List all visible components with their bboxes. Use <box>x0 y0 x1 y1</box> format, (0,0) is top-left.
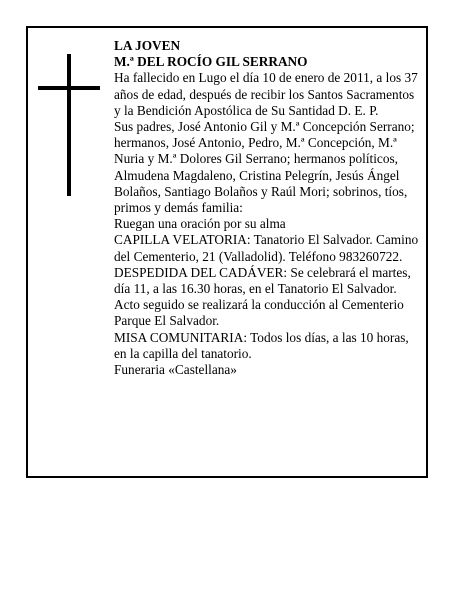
death-announcement: Ha fallecido en Lugo el día 10 de enero de 2011, a los 37 años de edad, después de recibir los Santos Sacramentos y la Bendición Apostólica de Su Santidad D. E. P. <box>114 70 418 118</box>
cross-vertical-bar <box>67 54 71 196</box>
deceased-name: M.ª DEL ROCÍO GIL SERRANO <box>114 54 308 70</box>
obituary-text <box>114 38 424 378</box>
cross-horizontal-bar <box>38 86 100 90</box>
mass-info: MISA COMUNITARIA: Todos los días, a las 10 horas, en la capilla del tanatorio. <box>114 329 409 361</box>
funeral-farewell-info: DESPEDIDA DEL CADÁVER: Se celebrará el martes, día 11, a las 16.30 horas, en el Tanatorio El Salvador. Acto seguido se realizará la conducción al Cementerio Parque El Salvador. <box>114 264 411 329</box>
wake-chapel-info: CAPILLA VELATORIA: Tanatorio El Salvador. Camino del Cementerio, 21 (Valladolid). Teléfono 983260722. <box>114 232 419 264</box>
family-list: Sus padres, José Antonio Gil y M.ª Concepción Serrano; hermanos, José Antonio, Pedro, M.ª Concepción, M.ª Nuria y M.ª Dolores Gil Serrano; hermanos políticos, Almudena Magdaleno, Cristina Pelegrín, Jesús Ángel Bolaños, Santiago Bolaños y Raúl Mori; sobrinos, tíos, primos y demás familia: <box>114 119 415 216</box>
prayer-request: Ruegan una oración por su alma <box>114 216 286 232</box>
title-line-1: LA JOVEN <box>114 38 181 53</box>
funeral-home: Funeraria «Castellana» <box>114 362 237 378</box>
